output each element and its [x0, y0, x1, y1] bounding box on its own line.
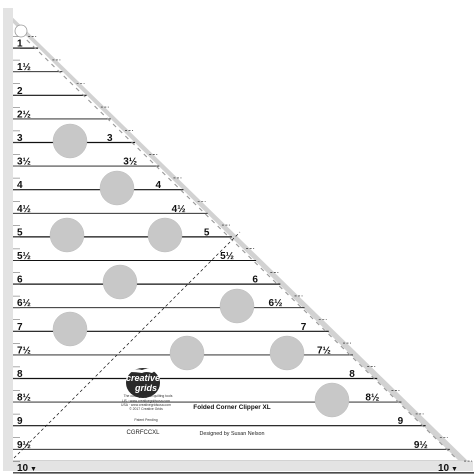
grip-circle [53, 124, 87, 158]
grip-circle [270, 336, 304, 370]
left-mark-label: 1½ [17, 62, 31, 74]
left-mark-label: 9 [17, 416, 23, 428]
left-mark-label: 7 [17, 321, 23, 333]
grip-circle [53, 312, 87, 346]
left-mark-label: 6 [17, 274, 23, 286]
left-edge-strip [3, 8, 13, 471]
logo-line2: grids [134, 383, 158, 393]
bottom-left-arrow-icon: ▼ [30, 466, 37, 473]
left-mark-label: 2 [17, 85, 23, 97]
grip-circle [50, 218, 84, 252]
left-mark-label: 8½ [17, 392, 31, 404]
left-mark-label: 3½ [17, 156, 31, 168]
left-mark-label: 6½ [17, 298, 31, 310]
left-mark-label: 3 [17, 133, 23, 144]
diagonal-mark-label: 5½ [220, 251, 235, 262]
logo-fine-print-4: © 2017 Creative Grids [129, 407, 163, 411]
diagonal-mark-label: 4½ [171, 203, 186, 215]
diagonal-mark-label: 7½ [316, 345, 331, 357]
product-code: CGRFCCXL [126, 430, 160, 436]
bottom-edge-strip [3, 461, 473, 471]
diagonal-mark-label: 8 [349, 369, 355, 380]
left-mark-label: 5½ [17, 251, 31, 262]
left-mark-label: 4½ [17, 203, 31, 215]
diagonal-mark-label: 9 [397, 416, 404, 428]
left-mark-label: 7½ [17, 345, 31, 357]
left-mark-label: 9½ [17, 439, 31, 451]
diagonal-mark-label: 9½ [413, 439, 428, 451]
diagonal-mark-label: 4 [155, 180, 162, 192]
grip-circle [100, 171, 134, 205]
grip-circle [103, 265, 137, 299]
left-mark-label: 8 [17, 369, 23, 380]
diagonal-mark-label: 5 [203, 227, 210, 239]
product-name: Folded Corner Clipper XL [193, 404, 271, 411]
bottom-right-arrow-icon: ▼ [451, 466, 458, 473]
left-mark-label: 4 [17, 180, 23, 192]
diagonal-mark-label: 7 [300, 321, 307, 333]
bottom-left-label: 10 [17, 463, 29, 474]
grip-circle [170, 336, 204, 370]
grip-circle [148, 218, 182, 252]
left-mark-label: 2½ [17, 109, 31, 121]
grip-circle [315, 383, 349, 417]
diagonal-mark-label: 6½ [268, 298, 283, 310]
left-mark-label: 1 [17, 38, 23, 50]
bottom-right-label: 10 [438, 463, 450, 474]
logo-line1: creative [125, 373, 161, 383]
diagonal-mark-label: 6 [252, 274, 258, 286]
designer-credit: Designed by Susan Nelson [199, 431, 265, 437]
diagonal-mark-label: 3½ [123, 156, 138, 168]
hang-hole [15, 25, 27, 37]
grip-circle [220, 289, 254, 323]
patent-text: Patent Pending [134, 418, 158, 422]
diagonal-mark-label: 3 [107, 133, 113, 144]
diagonal-mark-label: 8½ [365, 392, 380, 404]
logo-fine-print-1: The cutting edge of quilting tools [123, 394, 173, 398]
left-mark-label: 5 [17, 227, 23, 239]
logo-fine-print-3: USA · www.creativegridsusa.com [121, 403, 171, 407]
logo-fine-print-2: US · www.creativegridsusa.com [122, 399, 170, 403]
